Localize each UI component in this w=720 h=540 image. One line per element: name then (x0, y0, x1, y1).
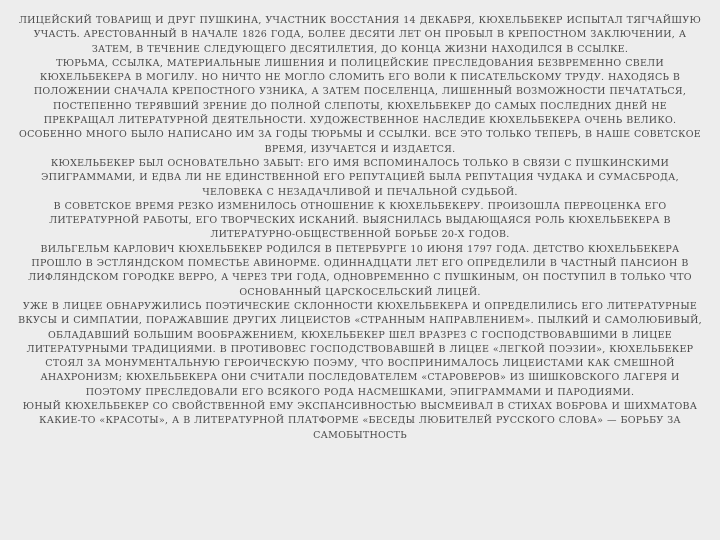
paragraph: ЛИЦЕЙСКИЙ ТОВАРИЩ И ДРУГ ПУШКИНА, УЧАСТНИК ВОССТАНИЯ 14 ДЕКАБРЯ, КЮХЕЛЬБЕКЕР ИСПЫТАЛ ТЯГЧАЙШУЮ УЧАСТЬ. АРЕСТОВАННЫЙ В НАЧАЛЕ 1826 ГОДА, БОЛЕЕ ДЕСЯТИ ЛЕТ ОН ПРОБЫЛ В КРЕПОСТНОМ ЗАКЛЮЧЕНИИ, А ЗАТЕМ, В ТЕЧЕНИЕ СЛЕДУЮЩЕГО ДЕСЯТИЛЕТИЯ, ДО КОНЦА ЖИЗНИ НАХОДИЛСЯ В ССЫЛКЕ. (18, 15, 702, 55)
paragraph: УЖЕ В ЛИЦЕЕ ОБНАРУЖИЛИСЬ ПОЭТИЧЕСКИЕ СКЛОННОСТИ КЮХЕЛЬБЕКЕРА И ОПРЕДЕЛИЛИСЬ ЕГО ЛИТЕРАТУРНЫЕ ВКУСЫ И СИМПАТИИ, ПОРАЖАВШИЕ ДРУГИХ ЛИЦЕИСТОВ «СТРАННЫМ НАПРАВЛЕНИЕМ». ПЫЛКИЙ И САМОЛЮБИВЫЙ, ОБЛАДАВШИЙ БОЛЬШИМ ВООБРАЖЕНИЕМ, КЮХЕЛЬБЕКЕР ШЕЛ ВРАЗРЕЗ С ГОСПОДСТВОВАВШИМИ В ЛИЦЕЕ ЛИТЕРАТУРНЫМИ ТРАДИЦИЯМИ. В ПРОТИВОВЕС ГОСПОДСТВОВАВШЕЙ В ЛИЦЕЕ «ЛЕГКОЙ ПОЭЗИИ», КЮХЕЛЬБЕКЕР СТОЯЛ ЗА МОНУМЕНТАЛЬНУЮ ГЕРОИЧЕСКУЮ ПОЭМУ, ЧТО ВОСПРИНИМАЛОСЬ ЛИЦЕИСТАМИ КАК СМЕШНОЙ АНАХРОНИЗМ; КЮХЕЛЬБЕКЕРА ОНИ СЧИТАЛИ ПОСЛЕДОВАТЕЛЕМ «СТАРОВЕРОВ» ИЗ ШИШКОВСКОГО ЛАГЕРЯ И ПОЭТОМУ ПРЕСЛЕДОВАЛИ ЕГО ВСЯКОГО РОДА НАСМЕШКАМИ, ЭПИГРАММАМИ И ПАРОДИЯМИ. (18, 300, 702, 398)
paragraph: КЮХЕЛЬБЕКЕР БЫЛ ОСНОВАТЕЛЬНО ЗАБЫТ: ЕГО ИМЯ ВСПОМИНАЛОСЬ ТОЛЬКО В СВЯЗИ С ПУШКИНСКИМИ ЭПИГРАММАМИ, И ЕДВА ЛИ НЕ ЕДИНСТВЕННОЙ ЕГО РЕПУТАЦИЕЙ БЫЛА РЕПУТАЦИЯ ЧУДАКА И СУМАСБРОДА, ЧЕЛОВЕКА С НЕЗАДАЧЛИВОЙ И ПЕЧАЛЬНОЙ СУДЬБОЙ. (41, 157, 679, 198)
paragraph: В СОВЕТСКОЕ ВРЕМЯ РЕЗКО ИЗМЕНИЛОСЬ ОТНОШЕНИЕ К КЮХЕЛЬБЕКЕРУ. ПРОИЗОШЛА ПЕРЕОЦЕНКА ЕГО ЛИТЕРАТУРНОЙ РАБОТЫ, ЕГО ТВОРЧЕСКИХ ИСКАНИЙ. ВЫЯСНИЛАСЬ ВЫДАЮЩАЯСЯ РОЛЬ КЮХЕЛЬБЕКЕРА В ЛИТЕРАТУРНО-ОБЩЕСТВЕННОЙ БОРЬБЕ 20-Х ГОДОВ. (49, 200, 671, 241)
paragraph: ВИЛЬГЕЛЬМ КАРЛОВИЧ КЮХЕЛЬБЕКЕР РОДИЛСЯ В ПЕТЕРБУРГЕ 10 ИЮНЯ 1797 ГОДА. ДЕТСТВО КЮХЕЛЬБЕКЕРА ПРОШЛО В ЭСТЛЯНДСКОМ ПОМЕСТЬЕ АВИНОРМЕ. ОДИННАДЦАТИ ЛЕТ ЕГО ОПРЕДЕЛИЛИ В ЧАСТНЫЙ ПАНСИОН В ЛИФЛЯНДСКОМ ГОРОДКЕ ВЕРРО, А ЧЕРЕЗ ТРИ ГОДА, ОДНОВРЕМЕННО С ПУШКИНЫМ, ОН ПОСТУПИЛ В ТОЛЬКО ЧТО ОСНОВАННЫЙ ЦАРСКОСЕЛЬСКИЙ ЛИЦЕЙ. (28, 243, 692, 298)
document-text (18, 14, 702, 443)
paragraph: ЮНЫЙ КЮХЕЛЬБЕКЕР СО СВОЙСТВЕННОЙ ЕМУ ЭКСПАНСИВНОСТЬЮ ВЫСМЕИВАЛ В СТИХАХ ВОБРОВА И ШИХМАТОВА КАКИЕ-ТО «КРАСОТЫ», А В ЛИТЕРАТУРНОЙ ПЛАТФОРМЕ «БЕСЕДЫ ЛЮБИТЕЛЕЙ РУССКОГО СЛОВА» — БОРЬБУ ЗА САМОБЫТНОСТЬ (22, 401, 698, 441)
paragraph: ТЮРЬМА, ССЫЛКА, МАТЕРИАЛЬНЫЕ ЛИШЕНИЯ И ПОЛИЦЕЙСКИЕ ПРЕСЛЕДОВАНИЯ БЕЗВРЕМЕННО СВЕЛИ КЮХЕЛЬБЕКЕРА В МОГИЛУ. НО НИЧТО НЕ МОГЛО СЛОМИТЬ ЕГО ВОЛИ К ПИСАТЕЛЬСКОМУ ТРУДУ. НАХОДЯСЬ В ПОЛОЖЕНИИ СНАЧАЛА КРЕПОСТНОГО УЗНИКА, А ЗАТЕМ ПОСЕЛЕНЦА, ЛИШЕННЫЙ ВОЗМОЖНОСТИ ПЕЧАТАТЬСЯ, ПОСТЕПЕННО ТЕРЯВШИЙ ЗРЕНИЕ ДО ПОЛНОЙ СЛЕПОТЫ, КЮХЕЛЬБЕКЕР ДО САМЫХ ПОСЛЕДНИХ ДНЕЙ НЕ ПРЕКРАЩАЛ ЛИТЕРАТУРНОЙ ДЕЯТЕЛЬНОСТИ. ХУДОЖЕСТВЕННОЕ НАСЛЕДИЕ КЮХЕЛЬБЕКЕРА ОЧЕНЬ ВЕЛИКО. ОСОБЕННО МНОГО БЫЛО НАПИСАНО ИМ ЗА ГОДЫ ТЮРЬМЫ И ССЫЛКИ. ВСЕ ЭТО ТОЛЬКО ТЕПЕРЬ, В НАШЕ СОВЕТСКОЕ ВРЕМЯ, ИЗУЧАЕТСЯ И ИЗДАЕТСЯ. (19, 57, 701, 155)
